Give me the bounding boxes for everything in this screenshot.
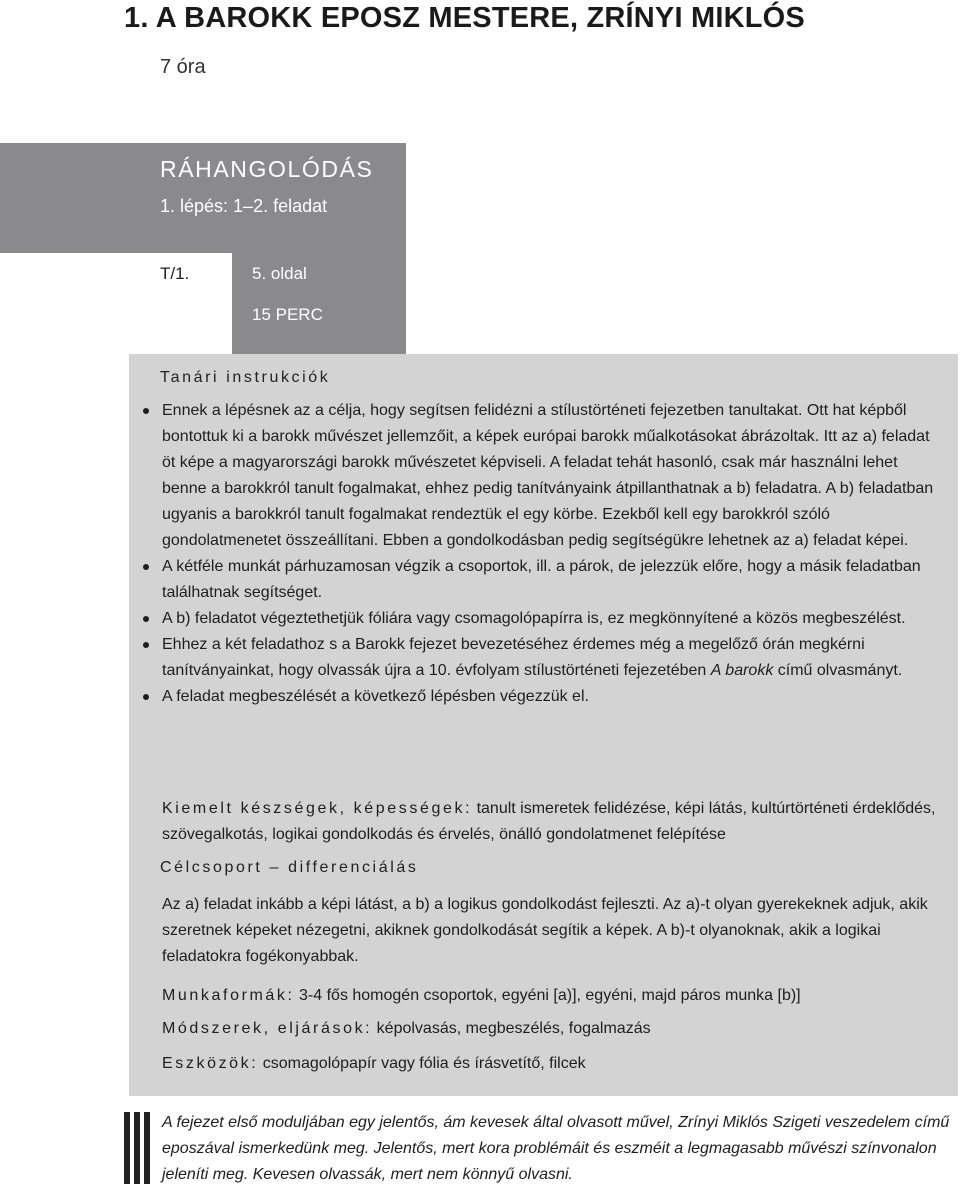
instructions-label: Tanári instrukciók <box>160 369 331 386</box>
target-group-label: Célcsoport – differenciálás <box>160 859 419 876</box>
bullet-text: A kétféle munkát párhuzamosan végzik a csoportok, ill. a párok, de jelezzük előre, hogy a másik feladatban találhatnak segítséget. <box>162 558 921 601</box>
bullet-text: Ennek a lépésnek az a célja, hogy segítsen felidézni a stílustörténeti fejezetben tanultakat. Ott hat képből bontottuk ki a barokk művészet jellemzőit, a képek európai barokk műalkotásokat ábrázoltak. Itt az a) feladat öt képe a magyarországi barokk művészetet képviseli. A feladat tehát hasonló, csak már használni lehet benne a barokkról tanult fogalmakat, ehhez pedig tanítványaink átpillanthatnak a b) feladatra. A b) feladatban ugyanis a barokkról tanult fogalmakat rendeztük el egy körbe. Ezekből kell egy barokkról szóló gondolatmenetet összeállítani. Ebben a gondolkodásban pedig segítségükre lehetnek az a) feladat képei. <box>162 402 934 549</box>
step-reference: 1. lépés: 1–2. feladat <box>160 196 328 216</box>
skills-paragraph <box>162 796 937 848</box>
step-duration: 15 PERC <box>252 305 323 324</box>
chapter-intro: A fejezet első moduljában egy jelentős, ám kevesek által olvasott művel, Zrínyi Miklós Szigeti veszedelem című eposzával ismerkedünk meg. Jelentős, mert kora problémáit és eszméit a legmagasabb művészi színvonalon jeleníti meg. Kevesen olvassák, mert nem könnyű olvasni. <box>162 1114 950 1183</box>
instruction-list <box>162 398 934 710</box>
work-forms-text: 3-4 fős homogén csoportok, egyéni [a)], egyéni, majd páros munka [b)] <box>294 987 801 1004</box>
tools-label: Eszközök: <box>162 1055 259 1072</box>
list-item <box>162 398 934 554</box>
skills-label: Kiemelt készségek, képességek: <box>162 800 473 817</box>
decorative-bar <box>144 1112 150 1184</box>
bullet-text: Ehhez a két feladathoz s a Barokk fejezet bevezetéséhez érdemes még a megelőző órán megkérni tanítványainkat, hogy olvassák újra a 10. évfolyam stílustörténeti fejezetében <box>162 636 865 679</box>
lesson-hours: 7 óra <box>160 56 206 78</box>
list-item <box>162 684 934 710</box>
methods-paragraph <box>162 1016 937 1042</box>
list-item <box>162 554 934 606</box>
bullet-text: A feladat megbeszélését a következő lépésben végezzük el. <box>162 688 589 705</box>
step-heading: RÁHANGOLÓDÁS <box>160 156 374 182</box>
list-item <box>162 606 934 632</box>
decorative-bar <box>134 1112 140 1184</box>
chapter-title: 1. A BAROKK EPOSZ MESTERE, ZRÍNYI MIKLÓS <box>124 2 805 34</box>
tools-text: csomagolópapír vagy fólia és írásvetítő, filcek <box>258 1055 586 1072</box>
target-group-text: Az a) feladat inkább a képi látást, a b) a logikus gondolkodást fejleszti. Az a)-t olyan gyerekeknek adjuk, akik szeretnek képeket nézegetni, akiknek gondolkodását segítik a képek. A b)-t olyanoknak, akik a logikai feladatokra fogékonyabbak. <box>162 896 928 965</box>
list-item <box>162 632 934 684</box>
page-reference: 5. oldal <box>252 264 307 283</box>
transparency-reference: T/1. <box>160 264 190 283</box>
bullet-text: A b) feladatot végeztethetjük fóliára vagy csomagolópapírra is, ez megkönnyítené a közös megbeszélést. <box>162 610 906 627</box>
decorative-bar <box>124 1112 130 1184</box>
work-forms-label: Munkaformák: <box>162 987 295 1004</box>
work-forms-paragraph <box>162 983 937 1009</box>
skills-text: tanult ismeretek felidézése, képi látás, kultúrtörténeti érdeklődés, szövegalkotás, logikai gondolkodás és érvelés, önálló gondolatmenet felépítése <box>162 800 936 843</box>
reading-title: A barokk <box>710 662 774 679</box>
bullet-text: című olvasmányt. <box>773 662 903 679</box>
methods-text: képolvasás, megbeszélés, fogalmazás <box>372 1020 651 1037</box>
tools-paragraph <box>162 1051 937 1077</box>
methods-label: Módszerek, eljárások: <box>162 1020 373 1037</box>
